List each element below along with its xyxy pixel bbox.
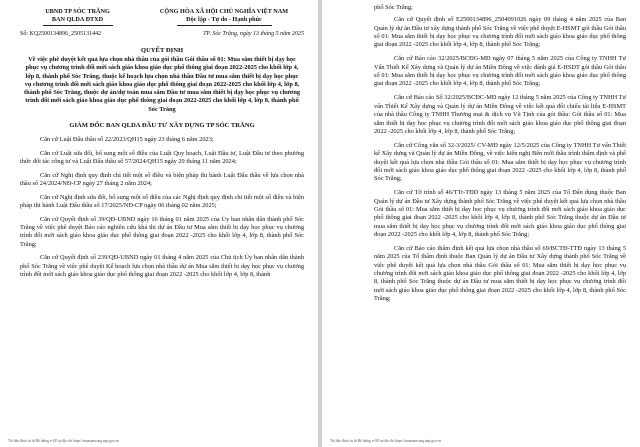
document-meta xyxy=(20,31,304,39)
org-line-2: BAN QLDA ĐTXD xyxy=(51,15,104,23)
legal-basis-paragraph: Căn cứ Báo cáo Số 32/2025/BCĐC-MĐ ngày 12 tháng 5 năm 2025 của Công ty TNHH Tư vấn Thiết Kế Xây dựng và Quản lý dự án Miền Đông về việc kết quả đối chiếu tài liệu E-HSMT của nhà thầu Công ty TNHH Thương mại & dịch vụ Vũ Tịnh của gói thầu: Gói thầu số 01: Mua sắm thiết bị dạy học phục vụ chương trình đổi mới sách giáo khoa giáo dục phổ thông giai đoạn 2022 -2025 cho khối lớp 4, lớp 8, thành phố Sóc Trăng; xyxy=(374,94,626,135)
legal-basis-paragraph: Căn cứ Luật sửa đổi, bổ sung một số điều của Luật Quy hoạch, Luật Đầu tư, Luật Đầu tư theo phương thức đối tác công tư và Luật Đấu thầu số 57/2024/QH15 ngày 29 tháng 11 năm 2024; xyxy=(20,150,304,166)
page-footer: Tài liệu được in từ Hệ thống e-GP tại địa chỉ https://muasamcong.mpi.gov.vn xyxy=(330,439,442,444)
legal-basis-paragraph: Căn cứ Luật Đấu thầu số 22/2023/QH15 ngày 23 tháng 6 năm 2023; xyxy=(40,136,214,144)
org-underline xyxy=(43,25,113,26)
issuing-organization xyxy=(20,8,135,26)
document-header xyxy=(20,8,304,26)
document-page-2 xyxy=(322,0,640,447)
nation-line-1: CỘNG HÒA XÃ HỘI CHỦ NGHĨA VIỆT NAM xyxy=(159,8,289,15)
document-title: QUYẾT ĐỊNH xyxy=(140,47,184,55)
legal-basis-paragraph: Căn cứ Báo cáo 32/2025/BCĐG-MĐ ngày 07 tháng 5 năm 2025 của Công ty TNHH Tư Vấn Thiết Kế Xây dựng và Quản lý dự án Miền Đông về việc đánh giá E-HSDT gói thầu Gói thầu số 01: Mua sắm thiết bị dạy học phục vụ chương trình đổi mới sách giáo khoa giáo dục phổ thông giai đoạn 2022 -2025 cho khối lớp 4, lớp 8, thành phố Sóc Trăng; xyxy=(374,55,626,88)
legal-basis-paragraph: Căn cứ Nghị định quy định chi tiết một số điều và biện pháp thi hành Luật Đấu thầu về lựa chọn nhà thầu số 24/2024/NĐ-CP ngày 27 tháng 2 năm 2024; xyxy=(20,171,304,188)
motto-underline xyxy=(177,25,272,26)
document-subject: Về việc phê duyệt kết quả lựa chọn nhà thầu của gói thầu Gói thầu số 01: Mua sắm thiết bị dạy học phục vụ chương trình đổi mới sách giáo khoa giáo dục phổ thông giai đoạn 2022-2025 cho khối lớp 4, lớp 8, thành phố Sóc Trăng, thuộc kế hoạch lựa chọn nhà thầu Đầu tư mua sắm thiết bị dạy học phục vụ chương trình đổi mới sách giáo khoa giáo dục phổ thông giai đoạn 2022-2025 cho khối lớp 4, lớp 8, thành phố Sóc Trăng, thuộc dự án/dự toán mua sắm Đầu tư mua sắm thiết bị dạy học phục vụ chương trình đổi mới sách giáo khoa giáo dục phổ thông giai đoạn 2022-2025 cho khối lớp 4, lớp 8, thành phố Sóc Trăng xyxy=(24,56,301,113)
legal-basis-paragraph: Căn cứ Báo cáo thẩm định kết quả lựa chọn nhà thầu số 69/BCTĐ-TTĐ ngày 13 tháng 5 năm 2025 của Tổ thẩm định thuộc Ban Quản lý dự án Đầu tư Xây dựng thành phố Sóc Trăng về việc phê duyệt kết quả lựa chọn nhà thầu Gói thầu số 01: Mua sắm thiết bị dạy học phục vụ chương trình đổi mới sách giáo khoa giáo dục phổ thông giai đoạn 2022 -2025 cho khối lớp 4, lớp 8, thành phố Sóc Trăng thuộc dự án Đầu tư mua sắm thiết bị dạy học phục vụ chương trình đổi mới sách giáo khoa giáo dục phổ thông giai đoạn 2022 -2025 cho khối lớp 4, lớp 8, thành phố Sóc Trăng; xyxy=(374,244,626,303)
document-page-1 xyxy=(0,0,318,447)
legal-basis-paragraph: Căn cứ Công văn số 32-3/2025/ CV-MĐ ngày 12/5/2025 của Công ty TNHH Tư vấn Thiết kế Xây dựng và Quản lý dự án Miền Đông, về việc kiến nghị Bên mời thầu trình thẩm định và phê duyệt kết quả lựa chọn nhà thầu Gói thầu số 01: Mua sắm thiết bị dạy học phục vụ chương trình đổi mới sách giáo khoa giáo dục phổ thông giai đoạn 2022 -2025 cho khối lớp 4, lớp 8, thành phố Sóc Trăng; xyxy=(374,141,626,183)
legal-basis-paragraph: Căn cứ Quyết định số 239/QĐ-UBND ngày 01 tháng 4 năm 2025 của Chủ tịch Ủy ban nhân dân thành phố Sóc Trăng về việc phê duyệt Kế hoạch lựa chọn nhà thầu dự án Mua sắm thiết bị dạy học phục vụ chương trình đổi mới sách giáo khoa giáo dục phổ thông giai đoạn 2022 -2025 cho khối lớp 4, lớp 8, thành xyxy=(20,254,304,279)
nation-motto: Độc lập - Tự do - Hạnh phúc xyxy=(186,15,262,23)
continued-text: phố Sóc Trăng; xyxy=(374,4,413,11)
national-heading xyxy=(144,8,304,26)
authority-heading: GIÁM ĐỐC BAN QLDA ĐẦU TƯ XÂY DỰNG TP SÓC TRĂNG xyxy=(69,121,255,129)
legal-basis-paragraph: Căn cứ Tờ trình số 46/TTr-TĐD ngày 13 tháng 5 năm 2025 của Tổ Đấn dụng thuộc Ban Quản lý dự án Đầu tư Xây dựng thành phố Sóc Trăng về việc phê duyệt kết quả lựa chọn nhà thầu Gói thầu số 01: Mua sắm thiết bị dạy học phục vụ chương trình đổi mới sách giáo khoa giáo dục phổ thông giai đoạn 2022 -2025 cho khối lớp 4, lớp 8, thành phố Sóc Trăng thuộc dự án Đầu tư mua sắm thiết bị dạy học phục vụ chương trình đổi mới sách giáo khoa giáo dục phổ thông giai đoạn 2022 -2025 cho khối lớp 4, lớp 8, thành phố Sóc Trăng; xyxy=(374,189,626,238)
legal-basis-paragraph: Căn cứ Quyết định số 39/QĐ-UBND ngày 16 tháng 01 năm 2025 của Ủy ban nhân dân thành phố Sóc Trăng về việc phê duyệt Báo cáo nghiên cứu khả thi dự án Đầu tư Mua sắm thiết bị dạy học phục vụ chương trình đổi mới sách giáo khoa giáo dục phổ thông giai đoạn 2022 -2025 cho khối lớp 4, lớp 8, thành phố Sóc Trăng; xyxy=(20,215,304,248)
legal-basis-paragraph: Căn cứ Nghị định sửa đổi, bổ sung một số điều của các Nghị định quy định chi tiết một số điều và biện pháp thi hành Luật Đấu thầu số 17/2025/NĐ-CP ngày 06 tháng 02 năm 2025; xyxy=(20,193,304,210)
org-line-1: UBND TP SÓC TRĂNG xyxy=(45,8,110,15)
document-date: TP. Sóc Trăng, ngày 13 tháng 5 năm 2025 xyxy=(203,30,304,37)
page-footer: Tài liệu được in từ Hệ thống e-GP tại địa chỉ https://muasamcong.mpi.gov.vn xyxy=(8,439,120,444)
legal-basis-paragraph: Căn cứ Quyết định số E2500134896_2504091026 ngày 09 tháng 4 năm 2025 của Ban Quản lý dự án Đầu tư xây dựng thành phố Sóc Trăng về việc phê duyệt E-HSMT gói thầu Gói thầu số 01: Mua sắm thiết bị dạy học phục vụ chương trình đổi mới sách giáo khoa giáo dục phổ thông giai đoạn 2022 -2025 cho khối lớp 4, lớp 8, thành phố Sóc Trăng; xyxy=(374,16,626,49)
document-number: Số: KQ2500134896_2505131442 xyxy=(20,30,102,37)
